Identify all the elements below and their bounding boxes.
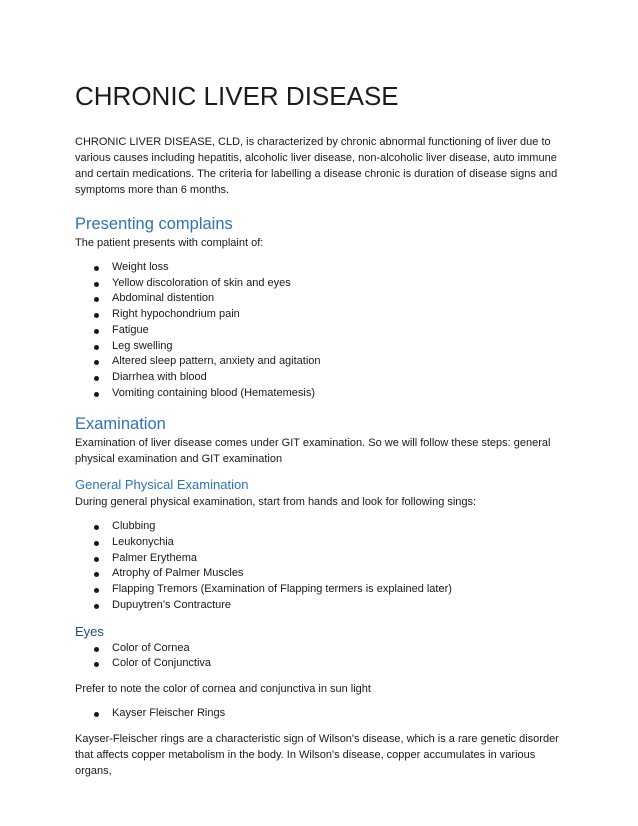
list-item: Flapping Tremors (Examination of Flapping termers is explained later): [75, 582, 568, 598]
intro-paragraph: CHRONIC LIVER DISEASE, CLD, is characterized by chronic abnormal functioning of liver due to various causes including hepatitis, alcoholic liver disease, non-alcoholic liver disease, auto immune and certain medications. The criteria for labelling a disease chronic is duration of disease signs and symptoms more than 6 months.: [75, 136, 558, 196]
list-item: Leg swelling: [75, 339, 568, 355]
heading-eyes: Eyes: [75, 623, 104, 639]
general-signs-list: [75, 519, 568, 613]
list-item: Palmer Erythema: [75, 551, 568, 567]
list-item: Weight loss: [75, 260, 568, 276]
kayser-fleischer-paragraph: Kayser-Fleischer rings are a characteristic sign of Wilson's disease, which is a rare genetic disorder that affects copper metabolism in the body. In Wilson's disease, copper accumulates in various organs,: [75, 732, 559, 777]
list-item: Kayser Fleischer Rings: [75, 706, 568, 722]
list-item: Altered sleep pattern, anxiety and agitation: [75, 354, 568, 370]
list-item: Leukonychia: [75, 535, 568, 551]
list-item: Color of Cornea: [75, 641, 568, 657]
list-item: Diarrhea with blood: [75, 370, 568, 386]
document-title: CHRONIC LIVER DISEASE: [75, 81, 399, 111]
examination-lead: Examination of liver disease comes under GIT examination. So we will follow these steps: general physical examination and GIT examination: [75, 437, 551, 466]
presenting-lead: The patient presents with complaint of:: [75, 237, 264, 249]
list-item: Clubbing: [75, 519, 568, 535]
heading-examination: Examination: [75, 415, 166, 434]
eyes-note: Prefer to note the color of cornea and conjunctiva in sun light: [75, 682, 371, 695]
presenting-list: [75, 260, 568, 401]
heading-general-physical-examination: General Physical Examination: [75, 477, 249, 493]
list-item: Dupuytren’s Contracture: [75, 598, 568, 614]
list-item: Vomiting containing blood (Hematemesis): [75, 386, 568, 402]
list-item: Fatigue: [75, 323, 568, 339]
general-lead: During general physical examination, start from hands and look for following sings:: [75, 496, 477, 509]
list-item: Yellow discoloration of skin and eyes: [75, 276, 568, 292]
list-item: Color of Conjunctiva: [75, 656, 568, 672]
list-item: Abdominal distention: [75, 291, 568, 307]
list-item: Atrophy of Palmer Muscles: [75, 566, 568, 582]
list-item: Right hypochondrium pain: [75, 307, 568, 323]
eyes-list-2: [75, 706, 568, 722]
heading-presenting-complains: Presenting complains: [75, 215, 233, 233]
eyes-list: [75, 641, 568, 672]
